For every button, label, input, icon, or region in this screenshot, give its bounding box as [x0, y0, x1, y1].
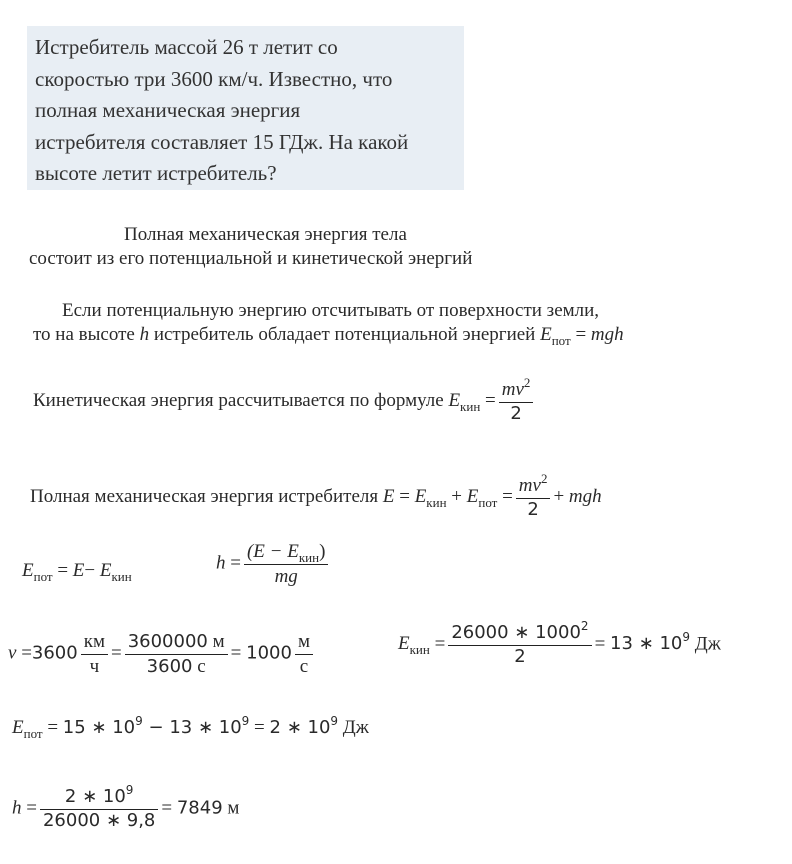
epot-calculation: $E_{пот} = 15$ ∗ $10^9 - 13$ ∗ $10^9 = 2$ ∗ $10^9$ Дж	[12, 714, 369, 741]
p3-line	[33, 375, 536, 425]
p2-h-symbol: h	[139, 324, 150, 345]
task-line-4: истребителя составляет 15 ГДж. На какой	[35, 129, 409, 154]
p4-line	[30, 471, 602, 521]
p1-line-2: состоит из его потенциальной и кинетической энергий	[29, 248, 473, 269]
h-expression: h = $\frac{(E - E_{кин})}{mg}$	[216, 540, 331, 589]
velocity-conversion: v =3600 $\frac{км}{ч}$ = $\frac{3600000 м}{3600 с}$ = 1000 $\frac{м}{с}$	[8, 630, 316, 679]
p2-text-a: то на высоте	[33, 324, 135, 345]
p2-line-2	[33, 324, 624, 346]
p2-text-b: истребитель обладает потенциальной энергией	[153, 324, 536, 345]
ekin-calculation: $E_{кин}$ = $\frac{26000 ∗ 1000^2}{2}$ = 13 ∗ $10^9$ Дж	[398, 619, 721, 667]
task-line-2: скоростью три 3600 км/ч. Известно, что	[35, 66, 393, 91]
total-energy-formula: $E = E_{кин} + E_{пот}$ = $\frac{mv^2}{2}$ + mgh	[382, 471, 602, 520]
h-calculation: h = $\frac{2 ∗ 10^9}{26000 ∗ 9,8}$ = 7849 м	[12, 783, 240, 831]
epot-expression: $E_{пот} = E- E_{кин}$	[22, 560, 132, 584]
ekin-formula: $E_{кин}$ = $\frac{mv^2}{2}$	[448, 390, 536, 411]
task-line-3: полная механическая энергия	[35, 98, 301, 123]
p4-text: Полная механическая энергия истребителя	[30, 485, 379, 507]
task-line-5: высоте летит истребитель?	[35, 161, 277, 186]
task-box	[27, 26, 464, 190]
p1-line-1: Полная механическая энергия тела	[124, 224, 407, 245]
p3-text: Кинетическая энергия рассчитывается по формуле	[33, 389, 444, 411]
epot-formula: $E_{пот}$ = mgh	[540, 324, 624, 348]
p2-line-1: Если потенциальную энергию отсчитывать от поверхности земли,	[62, 300, 600, 321]
task-line-1: Истребитель массой 26 т летит со	[35, 35, 338, 59]
